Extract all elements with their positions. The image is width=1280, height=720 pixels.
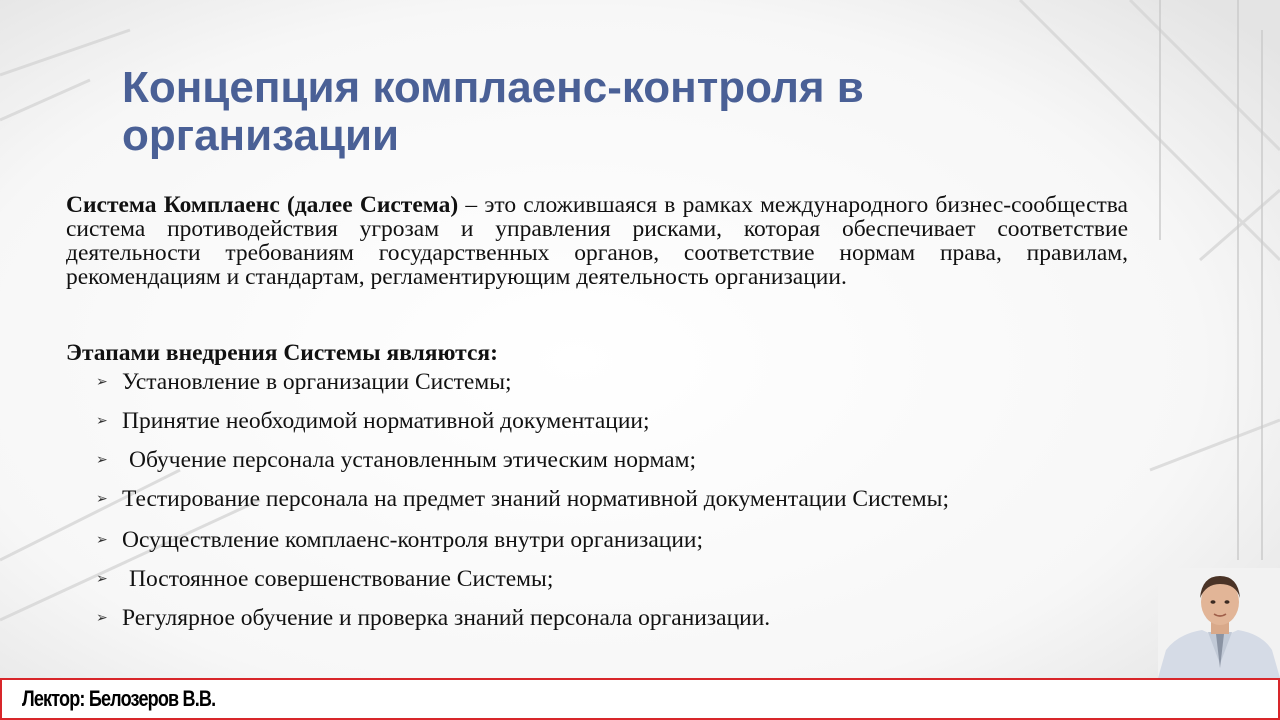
stages-list: [96, 368, 1128, 643]
list-item-text: Осуществление комплаенс-контроля внутри организации;: [122, 527, 704, 553]
list-item: [96, 565, 1128, 595]
list-item: [96, 446, 1128, 476]
list-item-text: Обучение персонала установленным этическим нормам;: [129, 447, 696, 473]
list-item: [96, 526, 1128, 556]
list-item: [96, 368, 1128, 398]
list-item-text: Постоянное совершенствование Системы;: [129, 566, 554, 592]
list-item-text: Тестирование персонала на предмет знаний нормативной документации Системы;: [122, 486, 949, 512]
list-item: [96, 407, 1128, 437]
arrow-bullet-icon: ➢: [96, 375, 108, 390]
definition-paragraph: [66, 193, 1128, 289]
presenter-video: [1158, 568, 1280, 678]
arrow-bullet-icon: ➢: [96, 572, 108, 587]
arrow-bullet-icon: ➢: [96, 414, 108, 429]
presenter-image: [1158, 568, 1280, 678]
list-item: [96, 485, 1128, 515]
arrow-bullet-icon: ➢: [96, 533, 108, 548]
arrow-bullet-icon: ➢: [96, 611, 108, 626]
list-item-text: Установление в организации Системы;: [122, 369, 512, 395]
list-item-text: Принятие необходимой нормативной документации;: [122, 408, 650, 434]
arrow-bullet-icon: ➢: [96, 492, 108, 507]
lecturer-label: Лектор: Белозеров В.В.: [22, 686, 216, 711]
slide-title: Концепция комплаенс-контроля в организации: [122, 63, 864, 160]
list-item: [96, 604, 1128, 634]
definition-term: Система Комплаенс (далее Система): [66, 192, 459, 218]
list-item-text: Регулярное обучение и проверка знаний персонала организации.: [122, 605, 771, 631]
stages-heading: Этапами внедрения Системы являются:: [66, 340, 498, 366]
definition-body: – это сложившаяся в рамках международного бизнес-сообщества система противодействия угрозам и управления рисками, которая обеспечивает соответствие деятельности требованиям государственных органов, соответствие нормам права, правилам, рекомендациям и стандартам, регламентирующим деятельность организации.: [66, 192, 1128, 290]
arrow-bullet-icon: ➢: [96, 453, 108, 468]
lecturer-caption-bar: [0, 678, 1280, 720]
